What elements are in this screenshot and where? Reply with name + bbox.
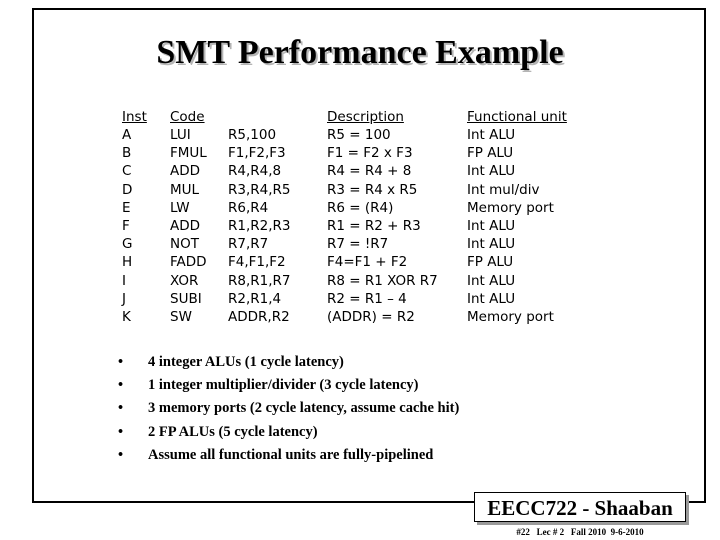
op-cells: [170, 126, 207, 326]
table-cell-inst: B: [122, 145, 132, 162]
bullet-list: [118, 352, 459, 468]
table-cell-operands: R2,R1,4: [228, 290, 282, 307]
table-cell-inst: G: [122, 236, 133, 253]
bullet-text: 1 integer multiplier/divider (3 cycle latency): [148, 377, 419, 394]
table-cell-unit: FP ALU: [467, 254, 514, 271]
table-cell-op: LUI: [170, 127, 191, 143]
table-cell-operands: R3,R4,R5: [228, 181, 291, 198]
bullet-item: [118, 445, 459, 468]
bullet-item: [118, 422, 459, 445]
table-cell-operands: R8,R1,R7: [228, 272, 291, 289]
table-cell-description: R1 = R2 + R3: [327, 218, 421, 235]
table-cell-operands: R5,100: [228, 127, 277, 143]
table-cell-operands: ADDR,R2: [228, 309, 290, 326]
table-cell-unit: Int ALU: [467, 290, 516, 307]
table-cell-operands: R1,R2,R3: [228, 218, 291, 235]
inst-column: [122, 108, 147, 326]
table-cell-unit: Int mul/div: [467, 181, 540, 198]
bullet-dot-icon: •: [118, 446, 124, 463]
unit-cells: [467, 126, 554, 326]
table-cell-description: R3 = R4 x R5: [327, 181, 418, 198]
inst-cells: [122, 126, 132, 326]
table-cell-op: FMUL: [170, 145, 207, 162]
bullet-text: 4 integer ALUs (1 cycle latency): [148, 354, 344, 370]
table-cell-description: F1 = F2 x F3: [327, 145, 413, 162]
code-column: [170, 108, 207, 326]
bullet-text: Assume all functional units are fully-pipelined: [148, 446, 434, 463]
course-footer: EECC722 - Shaaban: [474, 492, 686, 522]
bullet-item: [118, 398, 459, 421]
table-cell-inst: F: [122, 218, 130, 235]
table-cell-description: R8 = R1 XOR R7: [327, 272, 438, 289]
bullet-item: [118, 352, 459, 375]
operand-cells: [228, 126, 291, 326]
table-cell-unit: FP ALU: [467, 145, 514, 162]
description-cells: [327, 126, 438, 326]
table-cell-op: SW: [170, 309, 192, 326]
table-cell-inst: H: [122, 254, 133, 271]
code-header: Code: [170, 109, 205, 125]
functional-unit-header: Functional unit: [467, 109, 567, 125]
bullet-dot-icon: •: [118, 423, 124, 440]
table-cell-unit: Int ALU: [467, 218, 516, 235]
bullet-dot-icon: •: [118, 377, 124, 394]
table-cell-op: ADD: [170, 163, 201, 180]
table-cell-operands: R6,R4: [228, 199, 269, 216]
bullet-text: 2 FP ALUs (5 cycle latency): [148, 423, 318, 440]
table-cell-description: F4=F1 + F2: [327, 254, 408, 271]
table-cell-op: MUL: [170, 181, 200, 198]
table-cell-description: R6 = (R4): [327, 199, 394, 216]
description-column: [327, 108, 438, 326]
table-cell-unit: Memory port: [467, 309, 554, 326]
table-cell-op: SUBI: [170, 290, 202, 307]
table-cell-description: R5 = 100: [327, 127, 391, 143]
table-cell-op: NOT: [170, 236, 199, 253]
inst-header: Inst: [122, 109, 147, 125]
table-cell-op: XOR: [170, 272, 199, 289]
table-cell-inst: C: [122, 163, 132, 180]
table-cell-inst: I: [122, 272, 126, 289]
table-cell-unit: Int ALU: [467, 127, 516, 143]
table-cell-inst: K: [122, 309, 131, 326]
table-cell-operands: F4,F1,F2: [228, 254, 286, 271]
table-cell-unit: Int ALU: [467, 163, 516, 180]
table-cell-description: R4 = R4 + 8: [327, 163, 412, 180]
bullet-dot-icon: •: [118, 354, 124, 370]
slide-title: SMT Performance Example: [156, 34, 564, 71]
table-cell-operands: F1,F2,F3: [228, 145, 286, 162]
table-cell-description: R7 = !R7: [327, 236, 389, 253]
table-cell-unit: Int ALU: [467, 272, 516, 289]
table-cell-op: LW: [170, 199, 190, 216]
bullet-text: 3 memory ports (2 cycle latency, assume cache hit): [148, 400, 460, 417]
table-cell-inst: A: [122, 127, 132, 143]
table-cell-inst: J: [122, 290, 126, 307]
description-header: Description: [327, 109, 404, 125]
table-cell-inst: D: [122, 181, 133, 198]
table-cell-inst: E: [122, 199, 131, 216]
bullet-item: [118, 375, 459, 398]
table-cell-operands: R4,R4,8: [228, 163, 282, 180]
table-cell-description: R2 = R1 – 4: [327, 290, 407, 307]
unit-column: [467, 108, 567, 326]
table-cell-op: FADD: [170, 254, 207, 271]
table-cell-unit: Int ALU: [467, 236, 516, 253]
table-cell-unit: Memory port: [467, 199, 554, 216]
lecture-info: #22 Lec # 2 Fall 2010 9-6-2010: [516, 527, 644, 537]
table-cell-description: (ADDR) = R2: [327, 309, 415, 326]
table-cell-op: ADD: [170, 218, 201, 235]
table-cell-operands: R7,R7: [228, 236, 269, 253]
bullet-dot-icon: •: [118, 400, 124, 417]
